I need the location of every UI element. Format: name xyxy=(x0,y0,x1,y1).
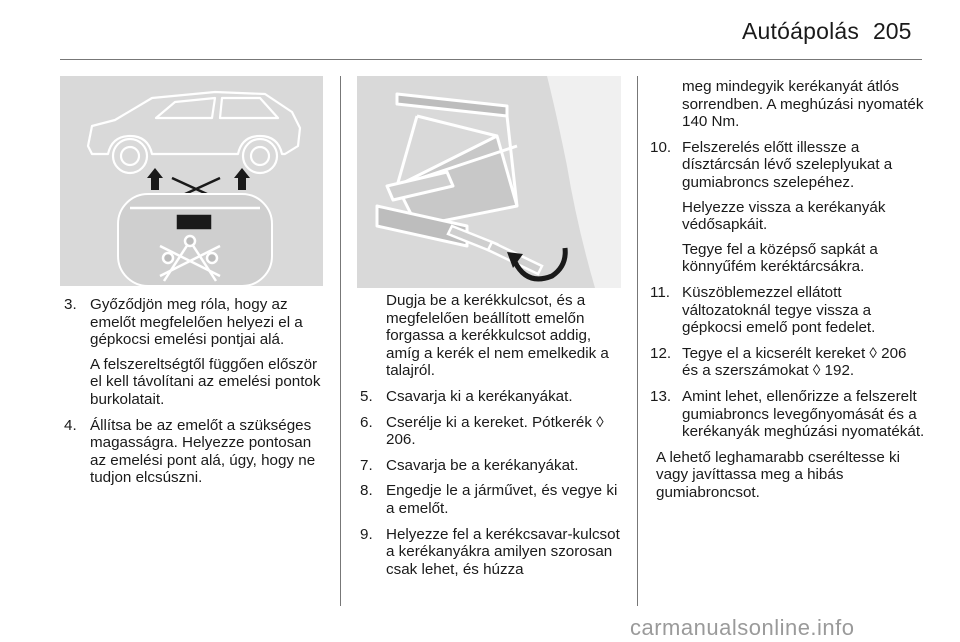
item-text: Engedje le a járművet, és vegye ki a emelőt. xyxy=(386,482,618,517)
item-text: Tegye el a kicserélt kereket ◊ 206 és a szerszámokat ◊ 192. xyxy=(682,344,907,380)
item-subtext: Helyezze vissza a kerékanyák védősapkáit. xyxy=(682,198,886,234)
list-item xyxy=(64,417,330,487)
page-number: 205 xyxy=(873,18,912,44)
left-column xyxy=(64,296,330,495)
item-subtext: A felszereltségtől függően először el kell távolítani az emelési pontok burkolatait. xyxy=(90,355,321,408)
item-number: 8. xyxy=(360,482,373,500)
item-number: 13. xyxy=(650,387,672,405)
item-number: 7. xyxy=(360,456,373,474)
header-rule xyxy=(60,59,922,60)
closing-note: A lehető leghamarabb cseréltesse ki vagy javíttassa meg a hibás gumiabroncsot. xyxy=(656,448,900,501)
item-text: Cserélje ki a kereket. Pótkerék ◊ 206. xyxy=(386,413,604,449)
column-divider-left xyxy=(340,76,341,606)
list-item xyxy=(360,388,626,406)
step-intro: Dugja be a kerékkulcsot, és a megfelelően beállított emelőn forgassa a kerékkulcsot addig, amíg a kerék el nem emelkedik a talajról. xyxy=(386,292,609,380)
item-text: Csavarja be a kerékanyákat. xyxy=(386,456,579,474)
item-text: Amint lehet, ellenőrizze a felszerelt gumiabroncs levegőnyomását és a kerékanyák meghúzási nyomatékát. xyxy=(682,387,925,441)
item-number: 3. xyxy=(64,296,77,313)
list-item xyxy=(650,139,926,276)
item-number: 12. xyxy=(650,344,672,362)
item-number: 4. xyxy=(64,416,77,434)
item-text: Küszöblemezzel ellátott változatoknál tegye vissza a gépkocsi emelő pont fedelet. xyxy=(682,283,876,337)
list-item xyxy=(650,388,926,441)
column-divider-right xyxy=(637,76,638,606)
item-text: Felszerelés előtt illessze a dísztárcsán lévő szeleplyukat a gumiabroncs szelepéhez. xyxy=(682,138,893,191)
scissor-jack-illustration xyxy=(377,94,517,246)
item-number: 9. xyxy=(360,525,373,543)
list-item xyxy=(360,414,626,449)
item-number: 11. xyxy=(650,283,670,301)
list-item xyxy=(360,482,626,517)
item-text: Állítsa be az emelőt a szükséges magasságra. Helyezze pontosan az emelési pont alá, úgy, hogy ne tudjon elcsúszni. xyxy=(90,416,316,487)
middle-column xyxy=(360,292,626,586)
list-item xyxy=(650,345,926,380)
jack-crank-figure xyxy=(357,76,621,288)
crank-handle-illustration xyxy=(448,226,542,274)
list-item xyxy=(650,284,926,337)
item-text: Csavarja ki a kerékanyákat. xyxy=(386,387,573,405)
list-item xyxy=(64,296,330,409)
jack-lifting-points-figure xyxy=(60,76,323,286)
continued-text: meg mindegyik kerékanyát átlós sorrendben. A meghúzási nyomaték 140 Nm. xyxy=(682,78,924,131)
item-subtext: Tegye fel a középső sapkát a könnyűfém keréktárcsákra. xyxy=(682,240,878,276)
car-illustration xyxy=(88,92,300,173)
page-header xyxy=(0,14,960,54)
page-title: Autóápolás xyxy=(742,18,860,44)
watermark: carmanualsonline.info xyxy=(630,615,855,640)
item-text: Helyezze fel a kerékcsavar-kulcsot a kerékanyákra amilyen szorosan csak lehet, és húzza xyxy=(386,525,620,578)
list-item xyxy=(360,457,626,475)
item-number: 10. xyxy=(650,138,672,156)
list-item xyxy=(360,526,626,579)
item-text: Győződjön meg róla, hogy az emelőt megfelelően helyezi el a gépkocsi emelési pontjai alá. xyxy=(90,296,303,349)
item-number: 6. xyxy=(360,413,373,431)
item-number: 5. xyxy=(360,387,373,405)
right-column xyxy=(650,78,926,509)
